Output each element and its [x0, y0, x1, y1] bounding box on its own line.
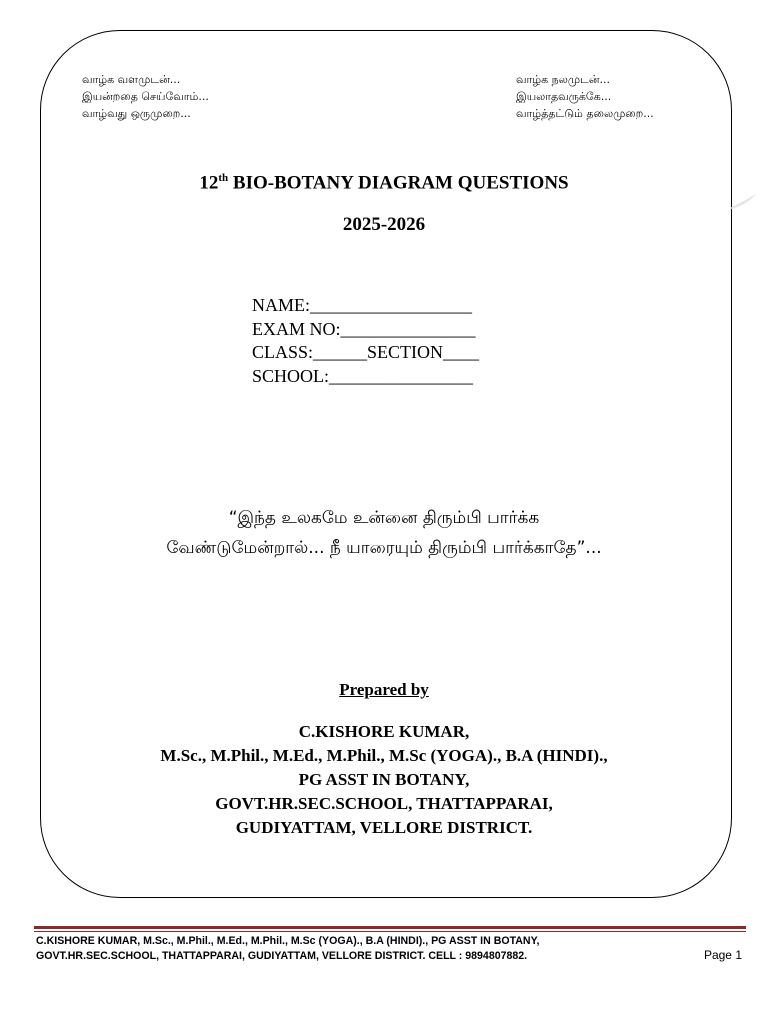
quote-line-2: வேண்டுமேன்றால்... நீ யாரையும் திரும்பி பார்க்காதே”... — [166, 538, 602, 558]
document-title — [0, 172, 768, 194]
footer-line-2: GOVT.HR.SEC.SCHOOL, THATTAPPARAI, GUDIYATTAM, VELLORE DISTRICT. CELL : 9894807882. — [36, 950, 528, 962]
author-school: GOVT.HR.SEC.SCHOOL, THATTAPPARAI, — [215, 794, 553, 813]
author-degrees: M.Sc., M.Phil., M.Ed., M.Phil., M.Sc (YOGA)., B.A (HINDI)., — [160, 746, 608, 765]
title-superscript: th — [218, 172, 229, 184]
blessing-left — [82, 71, 209, 122]
footer-line-1: C.KISHORE KUMAR, M.Sc., M.Phil., M.Ed., M.Phil., M.Sc (YOGA)., B.A (HINDI)., PG ASST IN BOTANY, — [36, 935, 540, 947]
blessing-right-line-2: இயலாதவருக்கே... — [516, 90, 612, 103]
blessing-right-line-1: வாழ்க நலமுடன்... — [516, 73, 610, 86]
watermark-swoosh-icon — [728, 192, 758, 210]
blessing-left-line-2: இயன்றதை செய்வோம்... — [82, 90, 209, 103]
blessing-left-line-1: வாழ்க வளமுடன்... — [82, 73, 181, 86]
school-field: SCHOOL:________________ — [252, 365, 474, 386]
motivational-quote — [0, 503, 768, 563]
quote-line-1: “இந்த உலகமே உன்னை திரும்பி பார்க்க — [228, 508, 540, 528]
author-designation: PG ASST IN BOTANY, — [298, 770, 470, 789]
exam-no-field: EXAM NO:_______________ — [252, 318, 476, 339]
name-field: NAME:__________________ — [252, 295, 472, 315]
blessing-left-line-3: வாழ்வது ஒருமுறை... — [82, 107, 191, 120]
footer — [36, 934, 539, 964]
blessing-right-line-3: வாழ்த்தட்டும் தலைமுறை... — [516, 107, 654, 120]
title-text: BIO-BOTANY DIAGRAM QUESTIONS — [228, 172, 569, 194]
student-details-form — [252, 294, 479, 388]
author-block — [0, 720, 768, 840]
footer-divider — [34, 926, 746, 932]
author-place: GUDIYATTAM, VELLORE DISTRICT. — [235, 818, 533, 837]
page-number: Page 1 — [703, 948, 742, 962]
class-section-field: CLASS:______SECTION____ — [252, 342, 480, 362]
academic-year: 2025-2026 — [342, 214, 426, 235]
title-number: 12 — [199, 172, 219, 194]
prepared-by-heading: Prepared by — [339, 680, 429, 699]
blessing-right — [516, 71, 654, 122]
author-name: C.KISHORE KUMAR, — [298, 722, 470, 741]
